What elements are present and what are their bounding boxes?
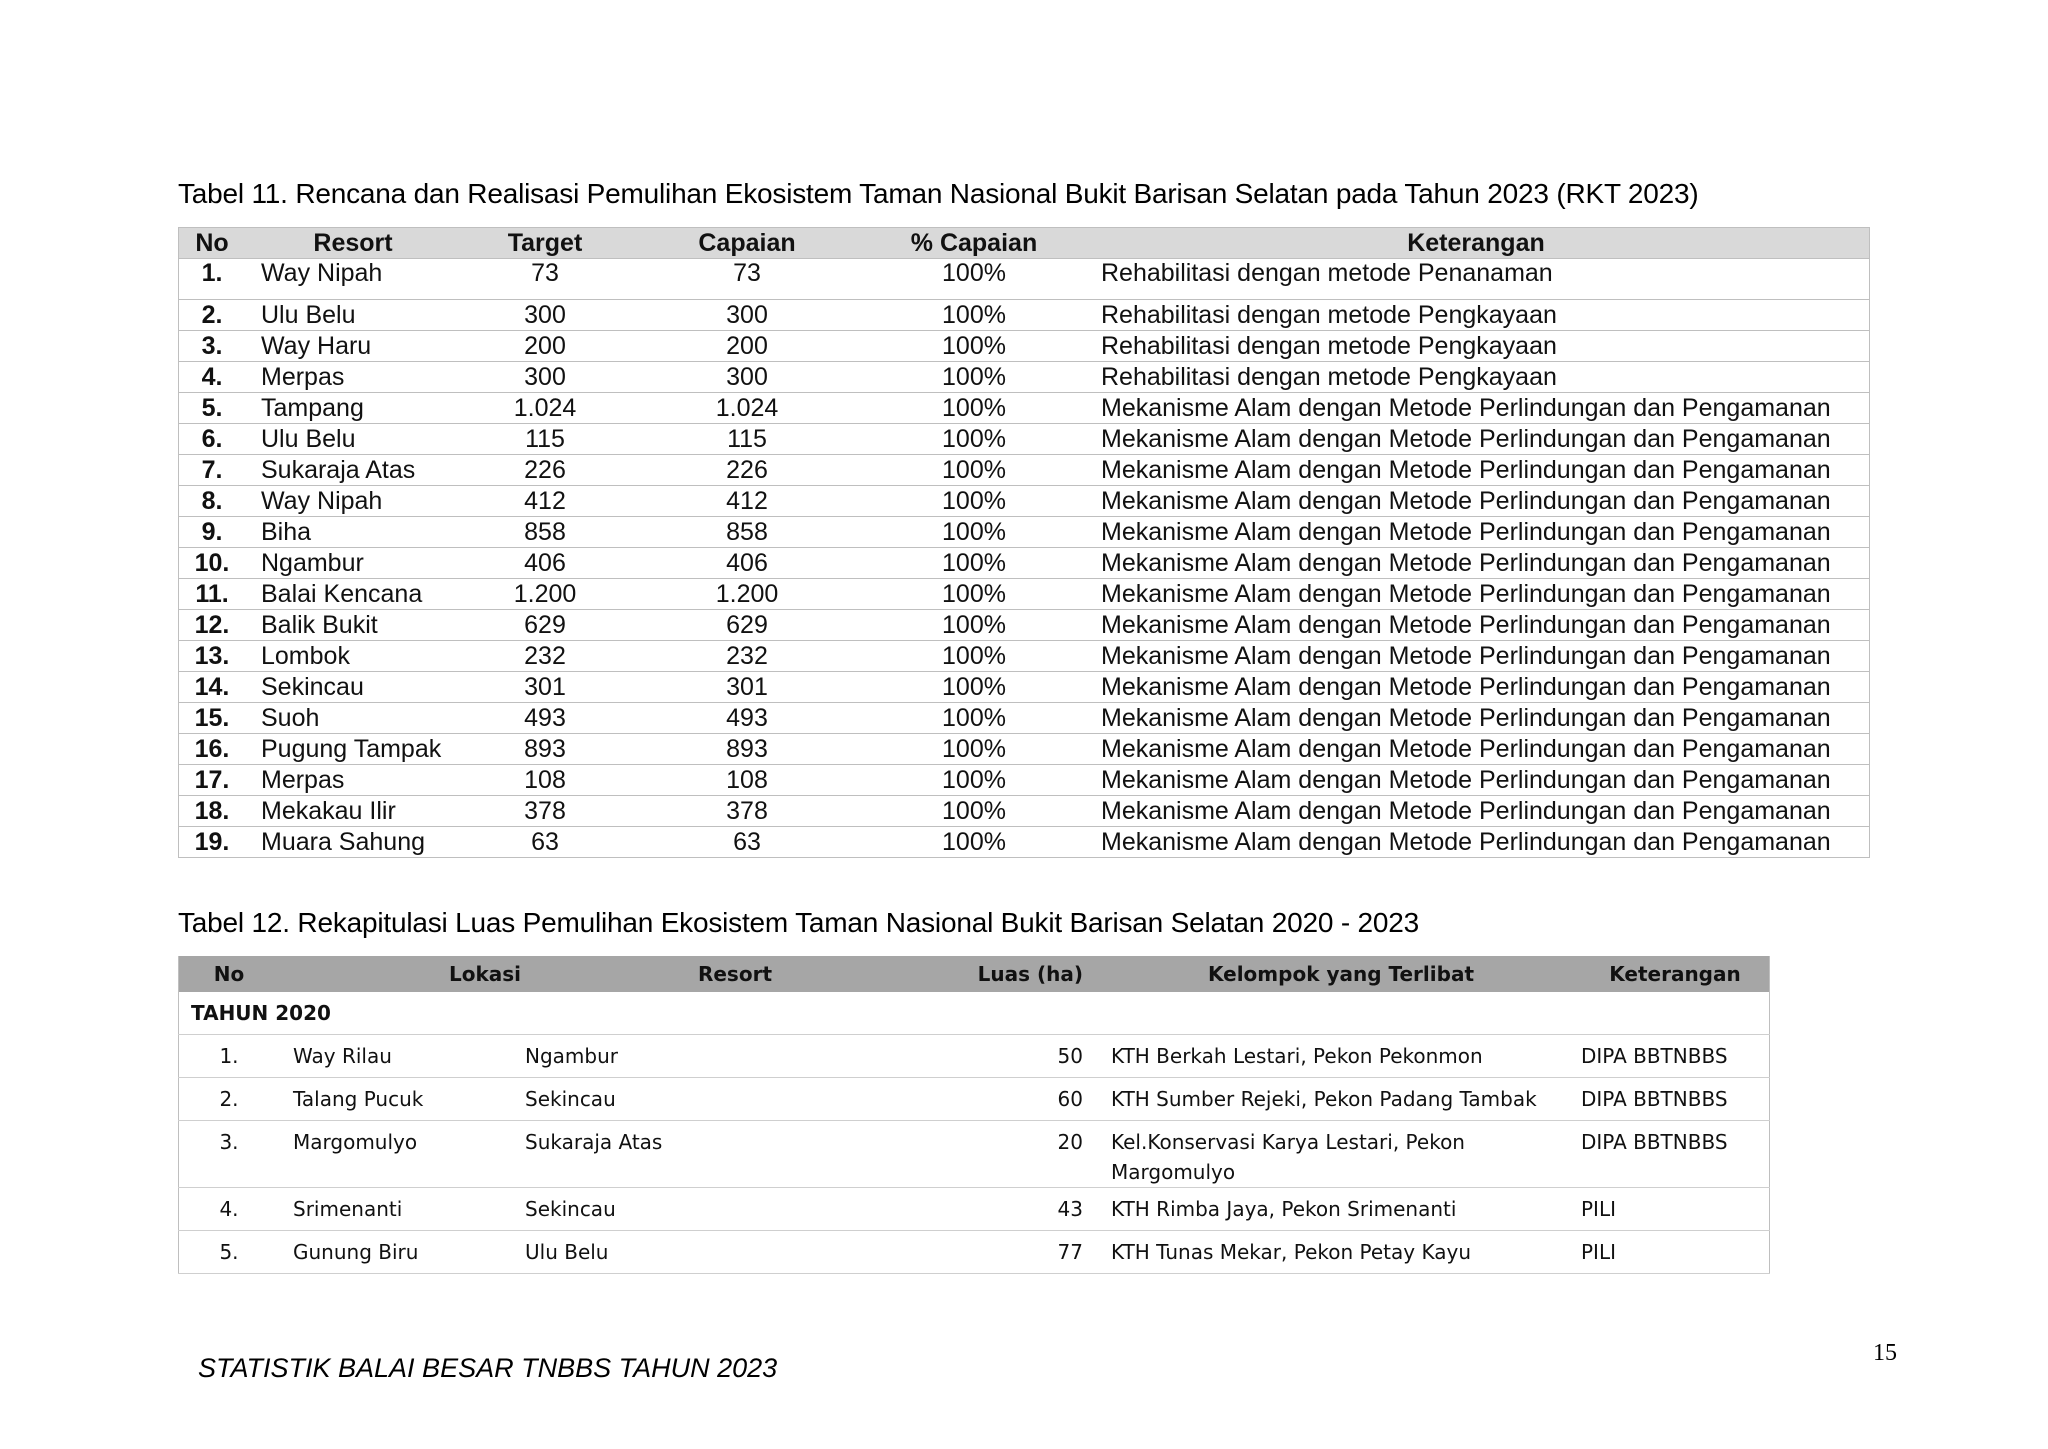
table-row	[179, 827, 1870, 858]
row-lokasi: Srimenanti	[279, 1188, 525, 1231]
row-resort: Ngambur	[245, 548, 461, 579]
row-no: 4.	[179, 1188, 280, 1231]
row-no: 9.	[179, 517, 246, 548]
row-no: 18.	[179, 796, 246, 827]
row-keterangan: Mekanisme Alam dengan Metode Perlindungan dan Pengamanan	[1083, 610, 1870, 641]
table-row	[179, 734, 1870, 765]
table-row	[179, 765, 1870, 796]
row-resort: Ulu Belu	[245, 300, 461, 331]
row-resort: Ulu Belu	[525, 1231, 945, 1274]
row-resort: Sukaraja Atas	[245, 455, 461, 486]
row-kelompok: KTH Tunas Mekar, Pekon Petay Kayu	[1101, 1231, 1581, 1274]
row-no: 1.	[179, 259, 246, 300]
row-target: 893	[461, 734, 629, 765]
row-luas: 20	[945, 1121, 1101, 1188]
row-percent: 100%	[865, 765, 1083, 796]
row-percent: 100%	[865, 259, 1083, 300]
table-row	[179, 1121, 1770, 1188]
row-capaian: 412	[629, 486, 865, 517]
row-target: 300	[461, 300, 629, 331]
row-kelompok: KTH Rimba Jaya, Pekon Srimenanti	[1101, 1188, 1581, 1231]
row-capaian: 232	[629, 641, 865, 672]
table-row	[179, 796, 1870, 827]
row-target: 300	[461, 362, 629, 393]
row-percent: 100%	[865, 331, 1083, 362]
table-row	[179, 486, 1870, 517]
row-percent: 100%	[865, 734, 1083, 765]
row-capaian: 200	[629, 331, 865, 362]
table-row	[179, 641, 1870, 672]
row-keterangan: Mekanisme Alam dengan Metode Perlindungan dan Pengamanan	[1083, 455, 1870, 486]
row-no: 3.	[179, 1121, 280, 1188]
row-no: 14.	[179, 672, 246, 703]
row-keterangan: DIPA BBTNBBS	[1581, 1035, 1770, 1078]
row-capaian: 1.200	[629, 579, 865, 610]
row-target: 226	[461, 455, 629, 486]
row-target: 406	[461, 548, 629, 579]
row-capaian: 893	[629, 734, 865, 765]
row-target: 200	[461, 331, 629, 362]
row-resort: Lombok	[245, 641, 461, 672]
row-luas: 77	[945, 1231, 1101, 1274]
row-resort: Muara Sahung	[245, 827, 461, 858]
row-resort: Biha	[245, 517, 461, 548]
row-capaian: 63	[629, 827, 865, 858]
row-no: 5.	[179, 393, 246, 424]
row-capaian: 1.024	[629, 393, 865, 424]
row-keterangan: Mekanisme Alam dengan Metode Perlindungan dan Pengamanan	[1083, 672, 1870, 703]
row-keterangan: Mekanisme Alam dengan Metode Perlindungan dan Pengamanan	[1083, 424, 1870, 455]
row-no: 1.	[179, 1035, 280, 1078]
row-resort: Way Nipah	[245, 259, 461, 300]
column-header-keterangan: Keterangan	[1581, 956, 1770, 992]
row-percent: 100%	[865, 610, 1083, 641]
table-row	[179, 259, 1870, 300]
table-row	[179, 331, 1870, 362]
row-no: 2.	[179, 1078, 280, 1121]
row-no: 15.	[179, 703, 246, 734]
row-kelompok: KTH Berkah Lestari, Pekon Pekonmon	[1101, 1035, 1581, 1078]
table-row	[179, 548, 1870, 579]
row-capaian: 300	[629, 362, 865, 393]
row-capaian: 301	[629, 672, 865, 703]
column-header-keterangan: Keterangan	[1083, 228, 1870, 259]
row-target: 115	[461, 424, 629, 455]
page-number: 15	[1873, 1340, 1897, 1366]
table-12-caption: Tabel 12. Rekapitulasi Luas Pemulihan Ekosistem Taman Nasional Bukit Barisan Selatan 2020 - 2023	[178, 907, 1420, 938]
row-target: 1.024	[461, 393, 629, 424]
row-percent: 100%	[865, 641, 1083, 672]
row-percent: 100%	[865, 703, 1083, 734]
column-header-resort: Resort	[525, 956, 945, 992]
row-capaian: 378	[629, 796, 865, 827]
row-percent: 100%	[865, 393, 1083, 424]
row-percent: 100%	[865, 796, 1083, 827]
row-target: 858	[461, 517, 629, 548]
row-luas: 50	[945, 1035, 1101, 1078]
row-keterangan: Mekanisme Alam dengan Metode Perlindungan dan Pengamanan	[1083, 765, 1870, 796]
row-resort: Mekakau Ilir	[245, 796, 461, 827]
row-no: 12.	[179, 610, 246, 641]
table-row	[179, 517, 1870, 548]
row-target: 629	[461, 610, 629, 641]
row-capaian: 406	[629, 548, 865, 579]
table-row	[179, 424, 1870, 455]
row-percent: 100%	[865, 672, 1083, 703]
row-keterangan: DIPA BBTNBBS	[1581, 1078, 1770, 1121]
row-no: 7.	[179, 455, 246, 486]
row-target: 378	[461, 796, 629, 827]
table-11-header-row	[179, 228, 1870, 259]
row-capaian: 858	[629, 517, 865, 548]
row-keterangan: DIPA BBTNBBS	[1581, 1121, 1770, 1188]
row-resort: Sukaraja Atas	[525, 1121, 945, 1188]
row-percent: 100%	[865, 548, 1083, 579]
column-header-resort: Resort	[245, 228, 461, 259]
row-target: 301	[461, 672, 629, 703]
row-resort: Sekincau	[525, 1188, 945, 1231]
row-percent: 100%	[865, 455, 1083, 486]
table-row	[179, 1231, 1770, 1274]
row-keterangan: Mekanisme Alam dengan Metode Perlindungan dan Pengamanan	[1083, 393, 1870, 424]
row-resort: Suoh	[245, 703, 461, 734]
row-lokasi: Gunung Biru	[279, 1231, 525, 1274]
row-capaian: 300	[629, 300, 865, 331]
row-percent: 100%	[865, 424, 1083, 455]
row-capaian: 73	[629, 259, 865, 300]
row-capaian: 108	[629, 765, 865, 796]
table-row	[179, 610, 1870, 641]
row-target: 73	[461, 259, 629, 300]
row-percent: 100%	[865, 362, 1083, 393]
row-capaian: 226	[629, 455, 865, 486]
row-percent: 100%	[865, 827, 1083, 858]
row-resort: Pugung Tampak	[245, 734, 461, 765]
table-row	[179, 362, 1870, 393]
row-resort: Sekincau	[245, 672, 461, 703]
row-percent: 100%	[865, 517, 1083, 548]
row-lokasi: Talang Pucuk	[279, 1078, 525, 1121]
row-target: 232	[461, 641, 629, 672]
column-header-capaian: Capaian	[629, 228, 865, 259]
column-header-target: Target	[461, 228, 629, 259]
table-row	[179, 703, 1870, 734]
row-resort: Way Haru	[245, 331, 461, 362]
row-capaian: 115	[629, 424, 865, 455]
row-resort: Merpas	[245, 362, 461, 393]
table-row	[179, 579, 1870, 610]
row-no: 10.	[179, 548, 246, 579]
year-label: TAHUN 2020	[179, 992, 1770, 1035]
row-lokasi: Way Rilau	[279, 1035, 525, 1078]
column-header-no: No	[179, 228, 246, 259]
row-no: 19.	[179, 827, 246, 858]
row-target: 108	[461, 765, 629, 796]
row-target: 63	[461, 827, 629, 858]
row-keterangan: Rehabilitasi dengan metode Pengkayaan	[1083, 362, 1870, 393]
row-keterangan: Rehabilitasi dengan metode Penanaman	[1083, 259, 1870, 300]
row-resort: Balai Kencana	[245, 579, 461, 610]
row-keterangan: Mekanisme Alam dengan Metode Perlindungan dan Pengamanan	[1083, 486, 1870, 517]
row-resort: Ngambur	[525, 1035, 945, 1078]
row-no: 13.	[179, 641, 246, 672]
table-row	[179, 672, 1870, 703]
row-no: 6.	[179, 424, 246, 455]
row-keterangan: PILI	[1581, 1231, 1770, 1274]
table-row	[179, 393, 1870, 424]
table-12-header-row	[179, 956, 1770, 992]
row-keterangan: Mekanisme Alam dengan Metode Perlindungan dan Pengamanan	[1083, 548, 1870, 579]
row-resort: Ulu Belu	[245, 424, 461, 455]
row-luas: 60	[945, 1078, 1101, 1121]
table-row	[179, 300, 1870, 331]
table-row	[179, 455, 1870, 486]
row-keterangan: Rehabilitasi dengan metode Pengkayaan	[1083, 331, 1870, 362]
row-no: 5.	[179, 1231, 280, 1274]
row-resort: Way Nipah	[245, 486, 461, 517]
row-keterangan: Mekanisme Alam dengan Metode Perlindungan dan Pengamanan	[1083, 517, 1870, 548]
row-no: 8.	[179, 486, 246, 517]
row-no: 17.	[179, 765, 246, 796]
row-resort: Tampang	[245, 393, 461, 424]
row-no: 16.	[179, 734, 246, 765]
row-percent: 100%	[865, 486, 1083, 517]
row-no: 2.	[179, 300, 246, 331]
row-luas: 43	[945, 1188, 1101, 1231]
row-keterangan: Mekanisme Alam dengan Metode Perlindungan dan Pengamanan	[1083, 703, 1870, 734]
table-row	[179, 1078, 1770, 1121]
row-resort: Merpas	[245, 765, 461, 796]
row-no: 11.	[179, 579, 246, 610]
row-capaian: 629	[629, 610, 865, 641]
table-11	[178, 227, 1870, 858]
column-header-lokasi: Lokasi	[279, 956, 525, 992]
row-no: 3.	[179, 331, 246, 362]
row-capaian: 493	[629, 703, 865, 734]
year-group-row	[179, 992, 1770, 1035]
row-target: 412	[461, 486, 629, 517]
row-kelompok: Kel.Konservasi Karya Lestari, Pekon Margomulyo	[1101, 1121, 1581, 1188]
row-no: 4.	[179, 362, 246, 393]
row-resort: Balik Bukit	[245, 610, 461, 641]
row-target: 493	[461, 703, 629, 734]
row-lokasi: Margomulyo	[279, 1121, 525, 1188]
row-kelompok: KTH Sumber Rejeki, Pekon Padang Tambak	[1101, 1078, 1581, 1121]
row-keterangan: Mekanisme Alam dengan Metode Perlindungan dan Pengamanan	[1083, 734, 1870, 765]
column-header-kelompok: Kelompok yang Terlibat	[1101, 956, 1581, 992]
table-row	[179, 1188, 1770, 1231]
row-keterangan: Mekanisme Alam dengan Metode Perlindungan dan Pengamanan	[1083, 796, 1870, 827]
row-percent: 100%	[865, 579, 1083, 610]
row-keterangan: PILI	[1581, 1188, 1770, 1231]
row-keterangan: Mekanisme Alam dengan Metode Perlindungan dan Pengamanan	[1083, 827, 1870, 858]
column-header-luas: Luas (ha)	[945, 956, 1101, 992]
row-resort: Sekincau	[525, 1078, 945, 1121]
table-12	[178, 956, 1770, 1274]
footer-title: STATISTIK BALAI BESAR TNBBS TAHUN 2023	[198, 1353, 778, 1383]
table-11-caption: Tabel 11. Rencana dan Realisasi Pemulihan Ekosistem Taman Nasional Bukit Barisan Selatan pada Tahun 2023 (RKT 2023)	[178, 178, 1699, 209]
row-keterangan: Mekanisme Alam dengan Metode Perlindungan dan Pengamanan	[1083, 641, 1870, 672]
column-header-no: No	[179, 956, 280, 992]
row-target: 1.200	[461, 579, 629, 610]
row-keterangan: Rehabilitasi dengan metode Pengkayaan	[1083, 300, 1870, 331]
row-percent: 100%	[865, 300, 1083, 331]
row-keterangan: Mekanisme Alam dengan Metode Perlindungan dan Pengamanan	[1083, 579, 1870, 610]
table-row	[179, 1035, 1770, 1078]
column-header-percent-capaian: % Capaian	[865, 228, 1083, 259]
